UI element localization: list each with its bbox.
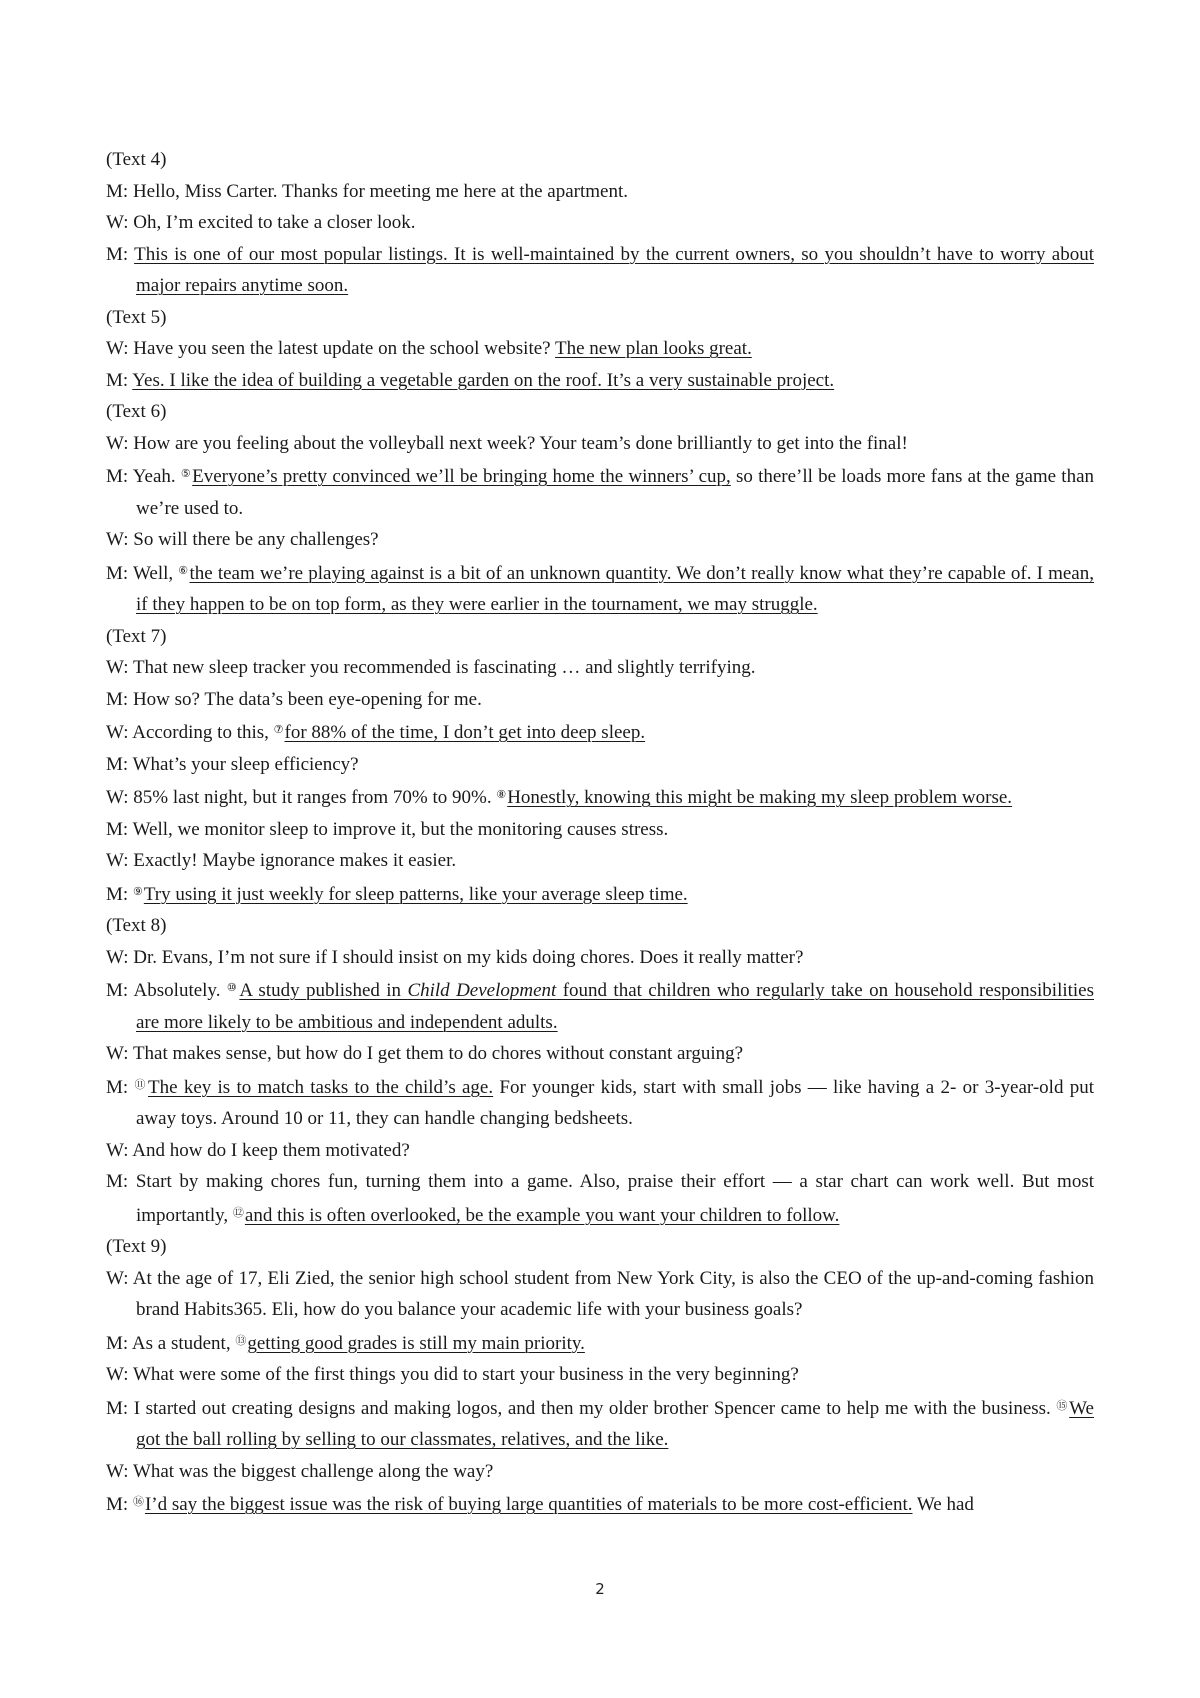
underlined-text: The new plan looks great. [555,338,752,359]
speaker-label: M: [106,1171,129,1192]
underlined-text: Yes. I like the idea of building a vegetable garden on the roof. It’s a very sustainable project. [132,369,835,391]
dialogue-line [106,1070,1094,1135]
dialogue-text: Start by making chores fun, turning them into a game. Also, praise their effort — a star chart can work well. But most importantly, [135,1171,1095,1226]
question-marker: ⑩ [226,982,239,994]
dialogue-text: Oh, I’m excited to take a closer look. [133,212,416,233]
dialogue-text: Dr. Evans, I’m not sure if I should insist on my kids doing chores. Does it really matter? [133,946,804,968]
speaker-label: M: [106,369,129,391]
speaker-label: W: [106,787,129,808]
dialogue-text: so there’ll be loads more fans at the game than we’re used to. [136,466,1095,519]
question-marker: ⑦ [273,724,284,736]
speaker-label: M: [106,883,129,905]
speaker-label: M: [106,466,129,487]
speaker-label: M: [106,562,129,584]
dialogue-text: What was the biggest challenge along the way? [132,1460,494,1482]
dialogue-line [106,459,1094,524]
dialogue-text: How so? The data’s been eye-opening for me. [132,688,482,710]
section-heading: (Text 6) [106,401,167,422]
underlined-text: the team we’re playing against is a bit of an unknown quantity. We don’t really know what they’re capable of. I mean, if they happen to be on top form, as they were earlier in the tournament, we may struggle. [136,562,1094,615]
underlined-text: A study published in [239,980,408,1001]
underlined-text: Honestly, knowing this might be making my sleep problem worse. [507,787,1013,808]
speaker-label: W: [106,529,129,550]
dialogue-line [106,1391,1094,1456]
speaker-label: M: [106,1397,129,1419]
dialogue-text: Absolutely. [133,980,227,1001]
dialogue-text: Well, we monitor sleep to improve it, but the monitoring causes stress. [132,818,669,840]
dialogue-text: And how do I keep them motivated? [132,1139,410,1161]
underlined-text: found that children who regularly take on household responsibilities are more likely to be ambitious and independent adults. [136,980,1095,1033]
dialogue-line [106,207,1094,239]
underlined-text: Try using it just weekly for sleep patterns, like your average sleep time. [143,883,688,905]
dialogue-text: That makes sense, but how do I get them to do chores without constant arguing? [132,1043,744,1064]
dialogue-line [106,845,1094,877]
dialogue-text: What were some of the first things you did to start your business in the very beginning? [132,1364,799,1385]
speaker-label: W: [106,657,129,678]
dialogue-line [106,814,1094,846]
dialogue-line [106,1359,1094,1391]
dialogue-line [106,942,1094,974]
dialogue-line [106,1166,1094,1231]
section-heading: (Text 5) [106,306,167,328]
section-heading: (Text 8) [106,915,167,936]
transcript-body [106,144,1094,1521]
dialogue-text: At the age of 17, Eli Zied, the senior high school student from New York City, is also the CEO of the up-and-coming fashion brand Habits365. Eli, how do you balance your academic life with your business goals? [132,1267,1095,1320]
underlined-text: The key is to match tasks to the child’s age. [148,1076,494,1098]
question-marker: ⑧ [496,789,507,801]
dialogue-line [106,1326,1094,1360]
dialogue-text: Well, [132,562,179,584]
dialogue-line [106,333,1094,365]
speaker-label: W: [106,1267,129,1289]
dialogue-line [106,176,1094,208]
dialogue-line [106,652,1094,684]
dialogue-text: Have you seen the latest update on the school website? [133,338,556,359]
speaker-label: M: [106,1332,129,1354]
dialogue-line [106,715,1094,749]
speaker-label: W: [106,1139,129,1161]
speaker-label: M: [106,1494,129,1515]
question-marker: ⑫ [232,1206,244,1219]
dialogue-line [106,239,1094,302]
question-marker: ⑨ [132,885,143,898]
speaker-label: M: [106,980,129,1001]
dialogue-text: 85% last night, but it ranges from 70% to 90%. [133,787,497,808]
dialogue-line [106,428,1094,460]
underlined-text: Child Development [407,980,557,1001]
dialogue-text: That new sleep tracker you recommended is fascinating … and slightly terrifying. [132,657,756,678]
underlined-text: I’d say the biggest issue was the risk of buying large quantities of materials to be more cost-efficient. [144,1494,913,1515]
speaker-label: M: [106,180,129,202]
dialogue-text: For younger kids, start with small jobs — like having a 2- or 3-year-old put away toys. Around 10 or 11, they can handle changing bedsheets. [136,1076,1094,1129]
section-heading: (Text 7) [106,625,167,647]
section-heading: (Text 9) [106,1236,167,1257]
speaker-label: W: [106,1043,129,1064]
underlined-text: Everyone’s pretty convinced we’ll be bringing home the winners’ cup, [192,466,731,487]
question-marker: ⑥ [178,564,189,577]
dialogue-text: So will there be any challenges? [133,529,379,550]
speaker-label: W: [106,212,129,233]
dialogue-line [106,524,1094,556]
dialogue-text: As a student, [131,1332,236,1354]
dialogue-line [106,1487,1094,1521]
dialogue-line [106,780,1094,814]
dialogue-line [106,1456,1094,1488]
dialogue-line [106,749,1094,781]
dialogue-text: We had [912,1494,974,1515]
speaker-label: W: [106,432,129,454]
dialogue-line [106,973,1094,1038]
speaker-label: M: [106,688,129,710]
speaker-label: M: [106,753,129,775]
underlined-text: for 88% of the time, I don’t get into deep sleep. [284,722,646,743]
underlined-text: and this is often overlooked, be the example you want your children to follow. [244,1204,840,1226]
dialogue-text: Hello, Miss Carter. Thanks for meeting me here at the apartment. [132,180,629,202]
dialogue-text: Exactly! Maybe ignorance makes it easier. [133,850,457,871]
speaker-label: W: [106,1460,129,1482]
speaker-label: M: [106,243,129,265]
speaker-label: W: [106,850,129,871]
question-marker: ⑤ [180,468,192,480]
dialogue-line [106,684,1094,716]
question-marker: ⑪ [134,1078,147,1091]
dialogue-line [106,1135,1094,1167]
underlined-text: getting good grades is still my main priority. [247,1332,585,1354]
dialogue-line [106,877,1094,911]
page-number: 2 [595,1580,605,1598]
speaker-label: W: [106,338,129,359]
underlined-text: This is one of our most popular listings. It is well-maintained by the current owners, so you shouldn’t have to worry about major repairs anytime soon. [134,243,1094,296]
speaker-label: M: [106,1076,129,1098]
question-marker: ⑯ [132,1496,144,1508]
dialogue-text: How are you feeling about the volleyball next week? Your team’s done brilliantly to get into the final! [133,432,908,454]
speaker-label: M: [106,818,129,840]
underlined-text: We got the ball rolling by selling to our classmates, relatives, and the like. [136,1397,1094,1450]
speaker-label: W: [106,946,129,968]
dialogue-text: I started out creating designs and making logos, and then my older brother Spencer came to help me with the business. [133,1397,1057,1419]
dialogue-text: Yeah. [132,466,181,487]
speaker-label: W: [106,722,129,743]
dialogue-line [106,1038,1094,1070]
dialogue-text: According to this, [132,722,274,743]
dialogue-line [106,365,1094,397]
dialogue-text: What’s your sleep efficiency? [132,753,359,775]
question-marker: ⑬ [235,1334,247,1347]
question-marker: ⑮ [1056,1399,1069,1412]
dialogue-line [106,556,1094,621]
section-heading: (Text 4) [106,149,167,170]
speaker-label: W: [106,1364,129,1385]
dialogue-line [106,1263,1094,1326]
